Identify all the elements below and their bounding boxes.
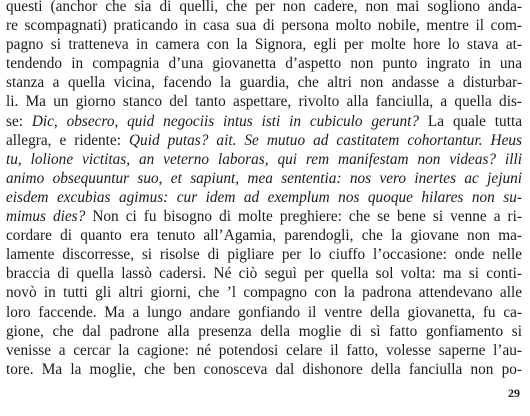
- text-segment: loro faccende. Ma a lungo andare gonfiando il ventre della giovanetta, fu ca-: [6, 303, 522, 321]
- text-line: [6, 54, 522, 73]
- page-number: 29: [508, 386, 520, 400]
- text-segment: lamente discorresse, si risolse di pigliare per lo ciuffo l’occasione: onde nelle: [6, 246, 522, 264]
- text-segment: gione, che dal padrone alla presenza della moglie di sì fatto gonfiamento si: [6, 322, 522, 340]
- text-line: [6, 112, 522, 131]
- text-line: [6, 73, 522, 92]
- text-segment: La quale tutta: [419, 112, 522, 130]
- text-line: [6, 226, 522, 245]
- text-line: [6, 0, 522, 16]
- italic-latin-text: animo obsequuntur suo, et sapiunt, mea sententia: nos vero inertes ac jejuni: [6, 169, 522, 187]
- text-line: [6, 245, 522, 264]
- text-line: [6, 35, 522, 54]
- text-segment: se:: [6, 112, 32, 130]
- text-segment: stanza a quella vicina, facendo la guardia, che altri non andasse a disturbar-: [6, 74, 522, 92]
- text-segment: questi (anchor che sia di quelli, che per non cadere, non mai sogliono anda-: [6, 0, 522, 15]
- text-line: [6, 169, 522, 188]
- text-line: [6, 16, 522, 35]
- text-segment: venisse a cercar la cagione: né potendosi celare il fatto, volesse saperne l’au-: [6, 341, 522, 359]
- text-line: [6, 341, 522, 360]
- text-line: [6, 283, 522, 302]
- text-segment: li. Ma un giorno stanco del tanto aspettare, rivolto alla fanciulla, a quella dis-: [6, 93, 522, 111]
- text-line: [6, 188, 522, 207]
- text-line: [6, 360, 522, 379]
- text-line: [6, 92, 522, 111]
- text-segment: Non ci fu bisogno di molte preghiere: che se bene si venne a ri-: [85, 208, 522, 226]
- text-segment: pagno si tratteneva in camera con la Signora, egli per molte hore lo stava at-: [6, 36, 522, 54]
- text-line: [6, 303, 522, 322]
- text-segment: re scompagnati) praticando in casa sua di persona molto nobile, mentre il com-: [6, 17, 522, 35]
- text-line: [6, 322, 522, 341]
- italic-latin-text: tu, lolione victitas, an veterno laboras, qui rem manifestam non videas? illi: [6, 150, 522, 168]
- text-line: [6, 150, 522, 169]
- italic-latin-text: Dic, obsecro, quid negociis intus isti in cubiculo gerunt?: [31, 112, 419, 130]
- text-segment: cordare di quanto era tenuto all’Agamia, parendogli, che la giovane non ma-: [6, 227, 522, 245]
- text-segment: allegra, e ridente:: [6, 131, 129, 149]
- text-line: [6, 131, 522, 150]
- italic-latin-text: mimus dies?: [6, 208, 86, 226]
- text-segment: tore. Ma la moglie, che ben conosceva dal dishonore della fanciulla non po-: [6, 360, 522, 378]
- text-segment: braccia di quella lassò cadersi. Né ciò seguì per quella sol volta: ma si conti-: [6, 265, 522, 283]
- italic-latin-text: eisdem excubias agimus: cur idem ad exemplum nos quoque hilares non su-: [6, 188, 522, 206]
- text-segment: tendendo in compagnia d’una giovanetta d’aspetto non punto ingrato in una: [6, 55, 522, 73]
- text-line: [6, 264, 522, 283]
- text-segment: novò in tutti gli altri giorni, che ’l compagno con la padrona attendevano alle: [6, 284, 522, 302]
- italic-latin-text: Quid putas? ait. Se mutuo ad castitatem cohortantur. Heus: [129, 131, 522, 149]
- text-line: [6, 207, 522, 226]
- body-text: [6, 0, 522, 379]
